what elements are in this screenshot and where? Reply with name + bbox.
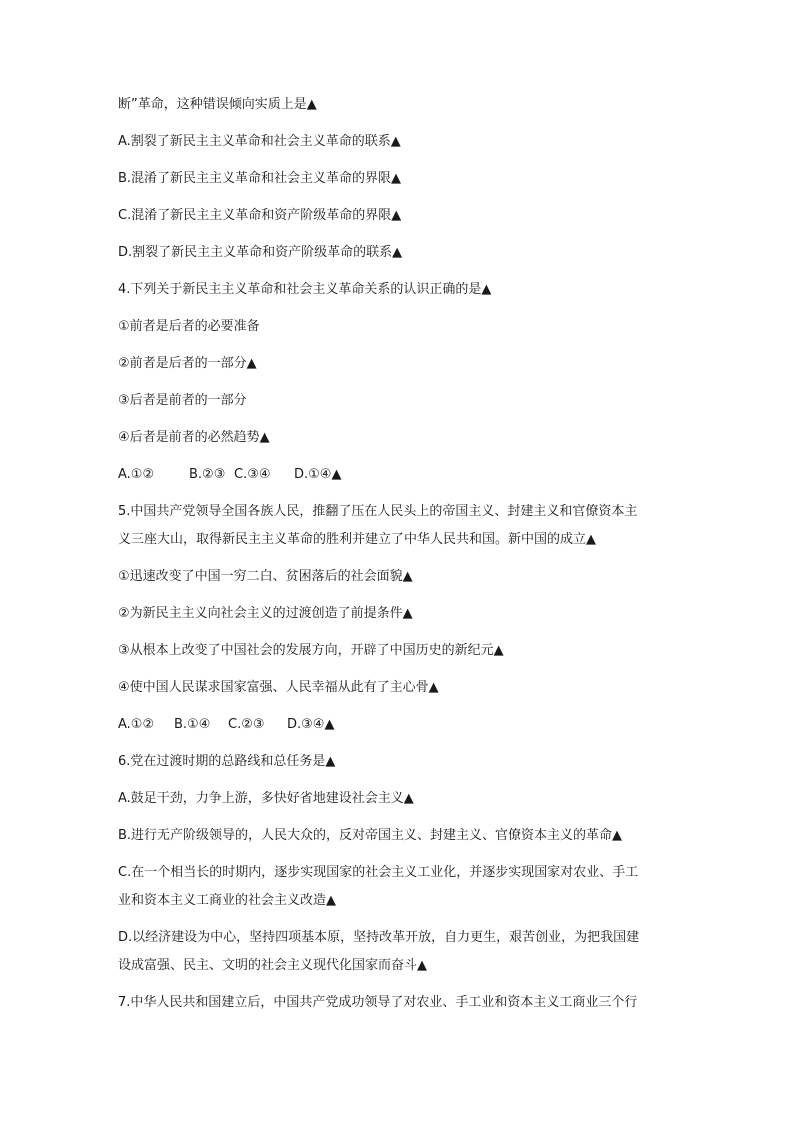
option-q4-b: B.②③	[189, 467, 226, 482]
text-line: ④后者是前者的必然趋势▲	[118, 430, 270, 445]
option-q6-a	[118, 790, 684, 808]
option-q5-a: A.①②	[118, 717, 155, 732]
text-line: A.割裂了新民主主义革命和社会主义革命的联系▲	[118, 134, 401, 149]
question-6-stem	[118, 753, 684, 771]
option-q6-c	[118, 864, 684, 910]
question-5-stem	[118, 503, 684, 549]
statement-q5-2	[118, 605, 684, 623]
question-4-stem	[118, 281, 684, 299]
text-line: ②前者是后者的一部分▲	[118, 356, 257, 371]
option-q6-b	[118, 827, 684, 845]
option-q3-d	[118, 244, 684, 262]
text-line: ③从根本上改变了中国社会的发展方向，开辟了中国历史的新纪元▲	[118, 643, 504, 658]
statement-q5-4	[118, 679, 684, 697]
text-line: C.在一个相当长的时期内，逐步实现国家的社会主义工业化，并逐步实现国家对农业、手工	[118, 865, 639, 880]
statement-q4-1	[118, 318, 684, 336]
text-line: 6.党在过渡时期的总路线和总任务是▲	[118, 754, 336, 769]
statement-q5-1	[118, 568, 684, 586]
text-line: C.混淆了新民主主义革命和资产阶级革命的界限▲	[118, 208, 402, 223]
text-line: D.割裂了新民主主义革命和资产阶级革命的联系▲	[118, 245, 403, 260]
option-q6-d	[118, 929, 684, 975]
text-line: 5.中国共产党领导全国各族人民，推翻了压在人民头上的帝国主义、封建主义和官僚资本主	[118, 504, 638, 519]
question-text	[118, 96, 684, 1031]
text-line: ①前者是后者的必要准备	[118, 319, 260, 334]
options-q4	[118, 466, 684, 484]
text-line: B.混淆了新民主主义革命和社会主义革命的界限▲	[118, 171, 402, 186]
text-line: 4.下列关于新民主主义革命和社会主义革命关系的认识正确的是▲	[118, 282, 492, 297]
paragraph-q3-stem-end	[118, 96, 684, 114]
option-q5-c: C.②③	[228, 717, 265, 732]
statement-q4-3	[118, 392, 684, 410]
text-line: ①迅速改变了中国一穷二白、贫困落后的社会面貌▲	[118, 569, 413, 584]
statement-q5-3	[118, 642, 684, 660]
text-line: B.进行无产阶级领导的，人民大众的，反对帝国主义、封建主义、官僚资本主义的革命▲	[118, 828, 623, 843]
text-line: 断”革命，这种错误倾向实质上是▲	[118, 97, 317, 112]
text-line: A.鼓足干劲，力争上游，多快好省地建设社会主义▲	[118, 791, 414, 806]
text-line: 设成富强、民主、文明的社会主义现代化国家而奋斗▲	[118, 958, 427, 973]
text-line: 7.中华人民共和国建立后，中国共产党成功领导了对农业、手工业和资本主义工商业三个行	[118, 995, 638, 1010]
option-q5-d: D.③④▲	[287, 717, 335, 732]
text-line: ④使中国人民谋求国家富强、人民幸福从此有了主心骨▲	[118, 680, 439, 695]
text-line: D.以经济建设为中心，坚持四项基本原，坚持改革开放，自力更生，艰苦创业，为把我国建	[118, 930, 640, 945]
text-line: ③后者是前者的一部分	[118, 393, 247, 408]
option-q4-c: C.③④	[234, 467, 271, 482]
option-q3-a	[118, 133, 684, 151]
option-q4-a: A.①②	[118, 467, 155, 482]
option-q5-b: B.①④	[174, 717, 211, 732]
text-line: 业和资本主义工商业的社会主义改造▲	[118, 893, 336, 908]
option-q4-d: D.①④▲	[294, 467, 342, 482]
option-q3-b	[118, 170, 684, 188]
text-line: ②为新民主主义向社会主义的过渡创造了前提条件▲	[118, 606, 413, 621]
options-q5	[118, 716, 684, 734]
question-7-stem	[118, 994, 684, 1012]
statement-q4-2	[118, 355, 684, 373]
text-line: 义三座大山，取得新民主主义革命的胜利并建立了中华人民共和国。新中国的成立▲	[118, 532, 596, 547]
option-q3-c	[118, 207, 684, 225]
statement-q4-4	[118, 429, 684, 447]
